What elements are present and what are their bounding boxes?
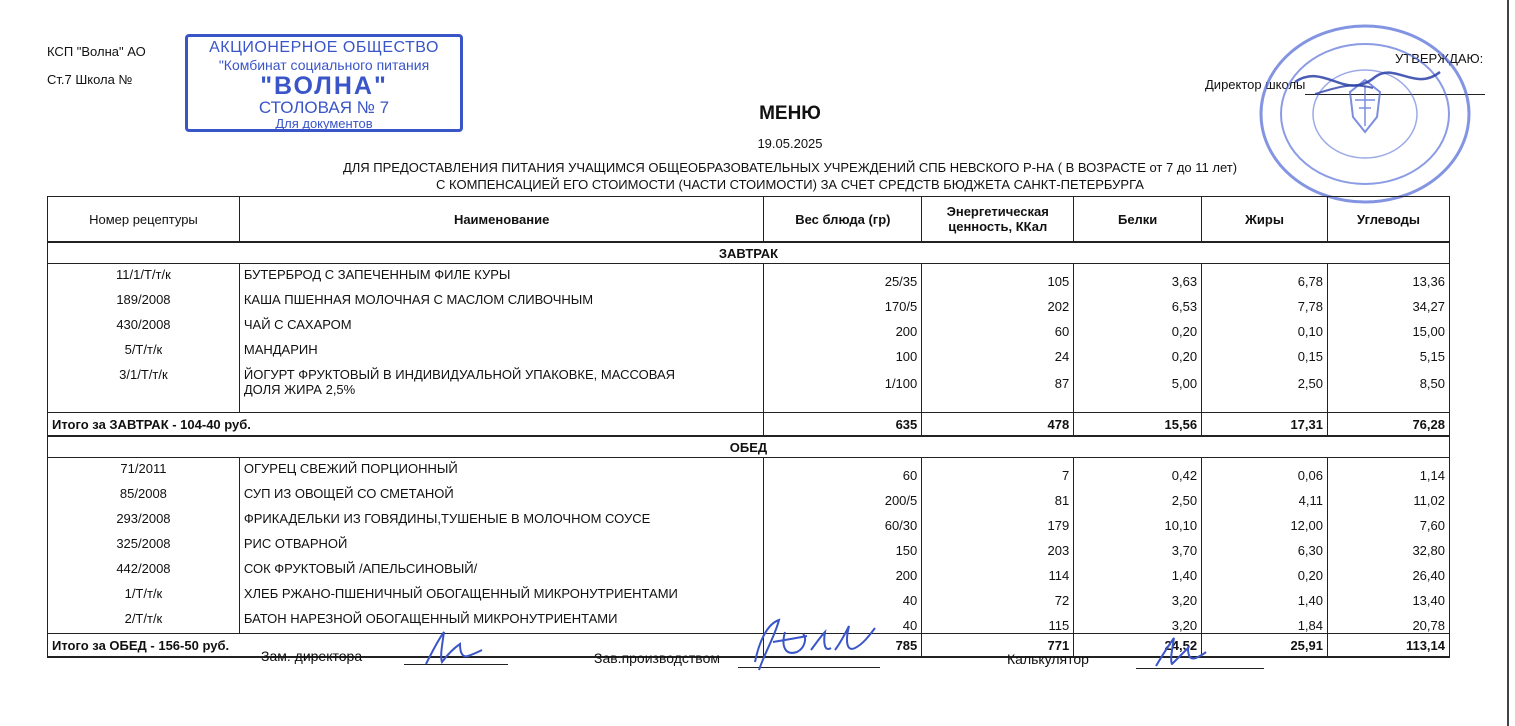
cell-code: 442/2008 [48, 558, 240, 583]
cell-fat: 0,06 [1202, 458, 1328, 484]
cell-carbs: 32,80 [1328, 533, 1450, 558]
cell-fat: 6,30 [1202, 533, 1328, 558]
col-header-carbs: Углеводы [1328, 197, 1450, 243]
cell-energy: 202 [922, 289, 1074, 314]
subtitle-line-1: ДЛЯ ПРЕДОСТАВЛЕНИЯ ПИТАНИЯ УЧАЩИМСЯ ОБЩЕОБРАЗОВАТЕЛЬНЫХ УЧРЕЖДЕНИЙ СПБ НЕВСКОГО Р-НА ( В ВОЗРАСТЕ от 7 до 11 лет) [342, 160, 1238, 175]
cell-fat: 12,00 [1202, 508, 1328, 533]
cell-protein: 3,70 [1074, 533, 1202, 558]
cell-carbs: 15,00 [1328, 314, 1450, 339]
cell-carbs: 5,15 [1328, 339, 1450, 364]
cell-name: СОК ФРУКТОВЫЙ /АПЕЛЬСИНОВЫЙ/ [239, 558, 764, 583]
calculator-signature-icon [1150, 634, 1210, 670]
cell-name-line-1: ЙОГУРТ ФРУКТОВЫЙ В ИНДИВИДУАЛЬНОЙ УПАКОВКЕ, МАССОВАЯ [243, 367, 676, 382]
org-name: КСП "Волна" АО [47, 44, 146, 59]
cell-carbs: 13,40 [1328, 583, 1450, 608]
director-label: Директор школы [1205, 77, 1306, 92]
cell-carbs: 1,14 [1328, 458, 1450, 484]
cell-code: 71/2011 [48, 458, 240, 484]
cell-protein: 5,00 [1074, 364, 1202, 413]
cell-name-line-2: ДОЛЯ ЖИРА 2,5% [243, 382, 356, 397]
cell-name: РИС ОТВАРНОЙ [239, 533, 764, 558]
cell-weight: 200/5 [764, 483, 922, 508]
cell-code: 430/2008 [48, 314, 240, 339]
table-row [48, 289, 1450, 314]
table-row [48, 458, 1450, 484]
cell-protein: 0,20 [1074, 314, 1202, 339]
total-weight: 635 [764, 413, 922, 437]
cell-protein: 2,50 [1074, 483, 1202, 508]
stamp-line-5: Для документов [275, 116, 373, 131]
stamp-line-1: АКЦИОНЕРНОЕ ОБЩЕСТВО [209, 39, 439, 56]
section-title-breakfast: ЗАВТРАК [48, 242, 1450, 264]
total-energy: 478 [922, 413, 1074, 437]
cell-weight: 100 [764, 339, 922, 364]
cell-weight: 60 [764, 458, 922, 484]
cell-fat: 0,20 [1202, 558, 1328, 583]
calculator-label: Калькулятор [1007, 651, 1089, 667]
section-title-lunch: ОБЕД [48, 436, 1450, 458]
total-row-breakfast [48, 413, 1450, 437]
table-header-row [48, 197, 1450, 243]
cell-energy: 7 [922, 458, 1074, 484]
total-label: Итого за ОБЕД - 156-50 руб. [48, 634, 764, 658]
cell-fat: 1,40 [1202, 583, 1328, 608]
cell-code: 293/2008 [48, 508, 240, 533]
cell-fat: 2,50 [1202, 364, 1328, 413]
page-title: МЕНЮ [759, 103, 821, 124]
cell-code: 2/Т/т/к [48, 608, 240, 634]
col-header-fat: Жиры [1202, 197, 1328, 243]
cell-code: 3/1/Т/т/к [48, 364, 240, 413]
col-header-code: Номер рецептуры [48, 197, 240, 243]
menu-table [47, 196, 1450, 658]
cell-name: КАША ПШЕННАЯ МОЛОЧНАЯ С МАСЛОМ СЛИВОЧНЫМ [239, 289, 764, 314]
stamp-line-3: "ВОЛНА" [260, 72, 388, 100]
cell-name: МАНДАРИН [239, 339, 764, 364]
cell-name: ФРИКАДЕЛЬКИ ИЗ ГОВЯДИНЫ,ТУШЕНЫЕ В МОЛОЧНОМ СОУСЕ [239, 508, 764, 533]
cell-protein: 6,53 [1074, 289, 1202, 314]
approve-label: УТВЕРЖДАЮ: [1395, 51, 1484, 66]
col-header-name: Наименование [239, 197, 764, 243]
table-row [48, 583, 1450, 608]
cell-protein: 10,10 [1074, 508, 1202, 533]
table-row [48, 314, 1450, 339]
cell-weight: 200 [764, 558, 922, 583]
cell-protein: 3,20 [1074, 608, 1202, 634]
cell-code: 189/2008 [48, 289, 240, 314]
table-row [48, 364, 1450, 413]
cell-carbs: 20,78 [1328, 608, 1450, 634]
table-row [48, 483, 1450, 508]
subtitle-line-2: С КОМПЕНСАЦИЕЙ ЕГО СТОИМОСТИ (ЧАСТИ СТОИМОСТИ) ЗА СЧЕТ СРЕДСТВ БЮДЖЕТА САНКТ-ПЕТЕРБУРГА [436, 177, 1144, 192]
cell-protein: 1,40 [1074, 558, 1202, 583]
cell-carbs: 8,50 [1328, 364, 1450, 413]
cell-code: 11/1/Т/т/к [48, 264, 240, 290]
cell-weight: 40 [764, 608, 922, 634]
cell-fat: 7,78 [1202, 289, 1328, 314]
cell-name: БАТОН НАРЕЗНОЙ ОБОГАЩЕННЫЙ МИКРОНУТРИЕНТАМИ [239, 608, 764, 634]
cell-energy: 203 [922, 533, 1074, 558]
cell-energy: 24 [922, 339, 1074, 364]
deputy-signature-icon [418, 628, 488, 668]
total-protein: 24,52 [1074, 634, 1202, 658]
cell-code: 1/Т/т/к [48, 583, 240, 608]
menu-date: 19.05.2025 [757, 136, 823, 151]
production-manager-label: Зав.производством [594, 650, 720, 666]
cell-protein: 0,42 [1074, 458, 1202, 484]
cell-energy: 81 [922, 483, 1074, 508]
cell-name [239, 364, 764, 413]
cell-name: СУП ИЗ ОВОЩЕЙ СО СМЕТАНОЙ [239, 483, 764, 508]
table-row [48, 508, 1450, 533]
total-label: Итого за ЗАВТРАК - 104-40 руб. [48, 413, 764, 437]
section-row-breakfast [48, 242, 1450, 264]
cell-fat: 4,11 [1202, 483, 1328, 508]
total-weight: 785 [764, 634, 922, 658]
cell-fat: 0,15 [1202, 339, 1328, 364]
cell-protein: 0,20 [1074, 339, 1202, 364]
cell-protein: 3,63 [1074, 264, 1202, 290]
cell-code: 85/2008 [48, 483, 240, 508]
cell-weight: 150 [764, 533, 922, 558]
cell-carbs: 26,40 [1328, 558, 1450, 583]
cell-fat: 0,10 [1202, 314, 1328, 339]
cell-carbs: 13,36 [1328, 264, 1450, 290]
school-label: Ст.7 Школа № [47, 72, 133, 87]
production-signature-icon [745, 612, 885, 674]
cell-code: 5/Т/т/к [48, 339, 240, 364]
cell-weight: 200 [764, 314, 922, 339]
cell-protein: 3,20 [1074, 583, 1202, 608]
cell-weight: 60/30 [764, 508, 922, 533]
cell-weight: 25/35 [764, 264, 922, 290]
stamp-line-2: "Комбинат социального питания [218, 57, 430, 73]
total-carbs: 76,28 [1328, 413, 1450, 437]
table-row [48, 533, 1450, 558]
cell-fat: 1,84 [1202, 608, 1328, 634]
cell-energy: 87 [922, 364, 1074, 413]
total-protein: 15,56 [1074, 413, 1202, 437]
cell-weight: 170/5 [764, 289, 922, 314]
table-row [48, 558, 1450, 583]
table-row [48, 339, 1450, 364]
col-header-weight: Вес блюда (гр) [764, 197, 922, 243]
deputy-director-label: Зам. директора [261, 648, 363, 664]
cell-carbs: 11,02 [1328, 483, 1450, 508]
cell-energy: 105 [922, 264, 1074, 290]
cell-energy: 72 [922, 583, 1074, 608]
col-header-protein: Белки [1074, 197, 1202, 243]
cell-energy: 114 [922, 558, 1074, 583]
section-row-lunch [48, 436, 1450, 458]
cell-name: ХЛЕБ РЖАНО-ПШЕНИЧНЫЙ ОБОГАЩЕННЫЙ МИКРОНУТРИЕНТАМИ [239, 583, 764, 608]
stamp-line-4: СТОЛОВАЯ № 7 [258, 98, 390, 117]
cell-weight: 40 [764, 583, 922, 608]
cell-name: БУТЕРБРОД С ЗАПЕЧЕННЫМ ФИЛЕ КУРЫ [239, 264, 764, 290]
cell-name: ЧАЙ С САХАРОМ [239, 314, 764, 339]
cell-energy: 60 [922, 314, 1074, 339]
table-row [48, 264, 1450, 290]
cell-energy: 179 [922, 508, 1074, 533]
total-fat: 25,91 [1202, 634, 1328, 658]
cell-carbs: 7,60 [1328, 508, 1450, 533]
cell-weight: 1/100 [764, 364, 922, 413]
cell-fat: 6,78 [1202, 264, 1328, 290]
total-carbs: 113,14 [1328, 634, 1450, 658]
cell-energy: 115 [922, 608, 1074, 634]
total-fat: 17,31 [1202, 413, 1328, 437]
col-header-energy: Энергетическая ценность, ККал [922, 197, 1074, 243]
total-energy: 771 [922, 634, 1074, 658]
cell-name: ОГУРЕЦ СВЕЖИЙ ПОРЦИОННЫЙ [239, 458, 764, 484]
cell-code: 325/2008 [48, 533, 240, 558]
cell-carbs: 34,27 [1328, 289, 1450, 314]
